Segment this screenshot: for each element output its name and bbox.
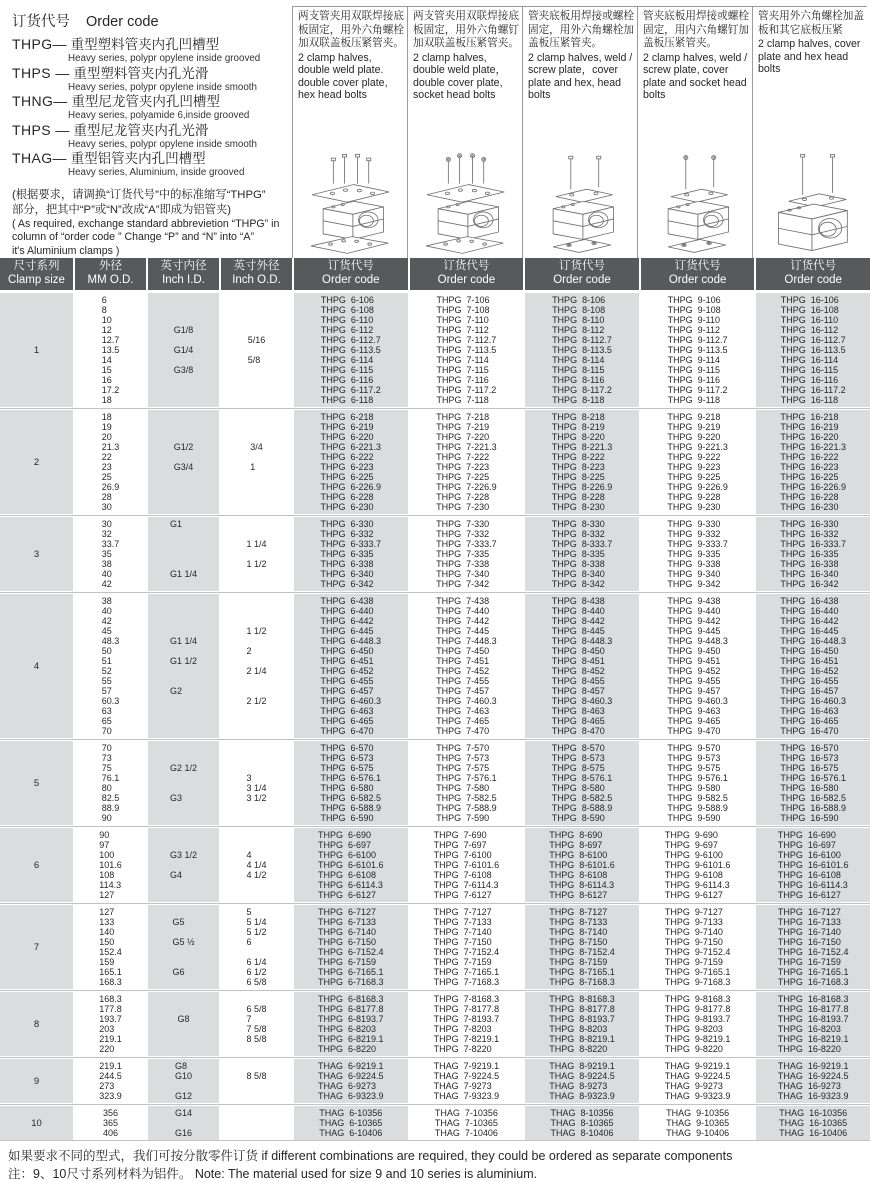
clamp-size-value: 7 (33, 941, 40, 953)
mm-od-cell (75, 594, 146, 738)
order-codes: THAG 8-9219.1 THAG 8-9224.5 THAG 8-9273 THAG 8-9323.9 (549, 1061, 615, 1101)
mm-od-values: 127 133 140 150 152.4 159 165.1 168.3 (99, 907, 122, 987)
legend-item-code: THPS — (12, 64, 70, 81)
order-code-cell-7 (410, 992, 524, 1056)
order-codes: THAG 16-9219.1 THAG 16-9224.5 THAG 16-9273 THAG 16-9323.9 (777, 1061, 849, 1101)
col-header-zh: 订货代号 (327, 260, 374, 272)
col-header-en: Order code (668, 273, 727, 286)
legend-item-code: THPG— (12, 36, 67, 52)
legend-item-en: Heavy series, polyamide 6,inside grooved (68, 110, 250, 121)
clamp-size-cell (0, 741, 73, 825)
legend-note-zh-line: 部分，把其中“P”或“N”改成“A”即成为铝管夹) (12, 203, 232, 216)
col-header-9 (756, 258, 870, 290)
col-header-en: Inch I.D. (162, 273, 205, 286)
order-code-cell-7 (410, 1059, 524, 1103)
order-code-cell-6 (294, 1059, 408, 1103)
legend-item-en: Heavy series, polypr opylene inside smooth (68, 138, 257, 150)
order-codes: THAG 6-10356 THAG 6-10365 THAG 6-10406 (319, 1108, 383, 1138)
mm-od-values: 168.3 177.8 193.7 203 219.1 220 (99, 994, 122, 1054)
clamp-exploded-drawing (643, 152, 750, 258)
order-code-cell-16 (756, 992, 870, 1056)
order-code-cell-9 (641, 828, 755, 902)
order-codes: THPG 7-7127 THPG 7-7133 THPG 7-7140 THPG 7-7150 THPG 7-7152.4 THPG 7-7159 THPG 7-7165.1 THPG 7-7168.3 (433, 907, 500, 987)
order-codes: THAG 8-10356 THAG 8-10365 THAG 8-10406 (550, 1108, 614, 1138)
order-code-cell-9 (641, 594, 755, 738)
col-header-en: Order code (437, 273, 496, 286)
order-code-cell-16 (756, 410, 870, 514)
order-codes: THPG 8-690 THPG 8-697 THPG 8-6100 THPG 8-6101.6 THPG 8-6108 THPG 8-6114.3 THPG 8-6127 (549, 830, 615, 900)
size-group-3 (0, 517, 870, 591)
order-code-cell-8 (525, 410, 639, 514)
order-code-cell-6 (294, 594, 408, 738)
inch-id-values: G1/8 G1/4 G3/8 (173, 325, 194, 375)
inch-od-values: 8 5/8 (246, 1071, 267, 1081)
top-section (0, 0, 870, 258)
col-header-en: Order code (784, 273, 842, 286)
inch-id-values: G3 1/2 G4 (169, 850, 198, 880)
clamp-size-cell (0, 517, 73, 591)
order-code-cell-8 (525, 828, 639, 902)
order-codes: THPG 9-330 THPG 9-332 THPG 9-333.7 THPG 9-335 THPG 9-338 THPG 9-340 THPG 9-342 (667, 519, 728, 589)
order-code-cell-9 (641, 410, 755, 514)
order-codes: THPG 6-218 THPG 6-219 THPG 6-220 THPG 6-221.3 THPG 6-222 THPG 6-223 THPG 6-225 THPG 6-226.9 THPG 6-228 THPG 6-230 (320, 412, 382, 512)
inch-od-values: 3/4 1 (250, 442, 263, 472)
footer-line-material-note: 注：9、10尺寸系列材料为铝件。 Note: The material used for size 9 and 10 series is aluminium. (8, 1166, 538, 1181)
variant-desc-zh: 管夹用外六角螺栓加盖板和其它底板压紧 (758, 10, 864, 36)
order-codes: THPG 16-438 THPG 16-440 THPG 16-442 THPG 16-445 THPG 16-448.3 THPG 16-450 THPG 16-451 THPG 16-452 THPG 16-455 THPG 16-457 THPG 16-460.3 THPG 16-463 THPG 16-465 THPG 16-470 (780, 596, 846, 736)
order-codes: THAG 7-9219.1 THAG 7-9224.5 THAG 7-9273 THAG 7-9323.9 (433, 1061, 500, 1101)
mm-od-cell (75, 1106, 146, 1140)
order-code-cell-6 (294, 905, 408, 989)
order-code-cell-9 (641, 992, 755, 1056)
order-codes: THPG 8-570 THPG 8-573 THPG 8-575 THPG 8-576.1 THPG 8-580 THPG 8-582.5 THPG 8-588.9 THPG 8-590 (551, 743, 613, 823)
inch-id-cell (148, 594, 219, 738)
clamp-size-cell (0, 410, 73, 514)
order-codes: THPG 8-330 THPG 8-332 THPG 8-333.7 THPG 8-335 THPG 8-338 THPG 8-340 THPG 8-342 (551, 519, 613, 589)
clamp-exploded-drawing (528, 152, 635, 258)
clamp-size-cell (0, 905, 73, 989)
size-group-8 (0, 992, 870, 1056)
order-code-cell-16 (756, 594, 870, 738)
col-header-3 (148, 258, 219, 290)
order-code-cell-6 (294, 293, 408, 407)
size-group-7 (0, 905, 870, 989)
order-code-cell-9 (641, 517, 755, 591)
order-code-cell-7 (410, 741, 524, 825)
mm-od-values: 18 19 20 21.3 22 23 25 26.9 28 30 (101, 412, 120, 512)
order-codes: THPG 7-570 THPG 7-573 THPG 7-575 THPG 7-576.1 THPG 7-580 THPG 7-582.5 THPG 7-588.9 THPG 7-590 (436, 743, 497, 823)
clamp-size-value: 4 (33, 660, 40, 672)
group-separator (0, 826, 870, 827)
size-group-10 (0, 1106, 870, 1140)
mm-od-cell (75, 741, 146, 825)
col-header-en: Clamp size (8, 273, 65, 286)
order-codes: THPG 7-8168.3 THPG 7-8177.8 THPG 7-8193.7 THPG 7-8203 THPG 7-8219.1 THPG 7-8220 (433, 994, 500, 1054)
order-code-cell-7 (410, 905, 524, 989)
mm-od-values: 6 8 10 12 12.7 13.5 14 15 16 17.2 18 (101, 295, 120, 405)
order-code-cell-8 (525, 1106, 639, 1140)
order-code-cell-9 (641, 1059, 755, 1103)
size-group-6 (0, 828, 870, 902)
order-code-cell-6 (294, 517, 408, 591)
clamp-variant-3 (522, 7, 637, 258)
order-code-cell-16 (756, 517, 870, 591)
inch-id-cell (148, 410, 219, 514)
order-codes: THPG 7-330 THPG 7-332 THPG 7-333.7 THPG 7-335 THPG 7-338 THPG 7-340 THPG 7-342 (436, 519, 497, 589)
clamp-size-value: 2 (33, 456, 40, 468)
size-group-2 (0, 410, 870, 514)
inch-id-values: G1 G1 1/4 (169, 519, 198, 579)
inch-od-cell (221, 741, 292, 825)
inch-id-values: G8 G10 G12 (174, 1061, 192, 1101)
clamp-size-value: 5 (33, 777, 40, 789)
clamp-size-cell (0, 1106, 73, 1140)
inch-id-values: G8 (177, 1014, 190, 1024)
clamp-variant-2 (407, 7, 522, 258)
inch-id-cell (148, 992, 219, 1056)
legend-item-en: Heavy series, polypr opylene inside grooved (68, 53, 261, 64)
order-code-cell-6 (294, 992, 408, 1056)
mm-od-cell (75, 517, 146, 591)
clamp-size-cell (0, 293, 73, 407)
order-code-cell-9 (641, 1106, 755, 1140)
inch-od-cell (221, 1106, 292, 1140)
table-header-row (0, 258, 870, 290)
order-code-cell-7 (410, 594, 524, 738)
order-code-cell-16 (756, 741, 870, 825)
legend-item (12, 36, 286, 53)
clamp-variant-1 (292, 7, 407, 258)
legend-note-en-line: it's Aluminium clamps ) (12, 244, 120, 257)
clamp-variants (292, 6, 867, 258)
mm-od-values: 38 40 42 45 48.3 50 51 52 55 57 60.3 63 65 70 (101, 596, 120, 736)
inch-od-cell (221, 992, 292, 1056)
order-code-cell-6 (294, 741, 408, 825)
inch-od-cell (221, 1059, 292, 1103)
legend-note-en-line: column of “order code ” Change “P” and “N” into “A” (12, 231, 254, 243)
inch-od-values: 3 3 1/4 3 1/2 (246, 773, 267, 803)
order-codes: THPG 6-7127 THPG 6-7133 THPG 6-7140 THPG 6-7150 THPG 6-7152.4 THPG 6-7159 THPG 6-7165.1 THPG 6-7168.3 (318, 907, 384, 987)
order-codes: THPG 9-218 THPG 9-219 THPG 9-220 THPG 9-221.3 THPG 9-222 THPG 9-223 THPG 9-225 THPG 9-226.9 THPG 9-228 THPG 9-230 (667, 412, 728, 512)
variant-desc-en: 2 clamp halves, cover plate and hex head bolts (758, 38, 861, 75)
table-body (0, 293, 870, 1141)
order-codes: THPG 16-330 THPG 16-332 THPG 16-333.7 THPG 16-335 THPG 16-338 THPG 16-340 THPG 16-342 (780, 519, 846, 589)
group-separator (0, 592, 870, 593)
size-group-4 (0, 594, 870, 738)
order-codes: THPG 9-8168.3 THPG 9-8177.8 THPG 9-8193.7 THPG 9-8203 THPG 9-8219.1 THPG 9-8220 (664, 994, 731, 1054)
legend-item-zh: 重型铝管夹内孔凹槽型 (70, 151, 206, 166)
clamp-size-value: 6 (33, 859, 40, 871)
clamp-exploded-drawing (298, 152, 405, 258)
inch-id-values: G1 1/4 G1 1/2 G2 (169, 636, 198, 696)
mm-od-cell (75, 905, 146, 989)
variant-desc-en: 2 clamp halves, double weld plate， double cover plate, socket head bolts (413, 51, 507, 101)
clamp-exploded-drawing (413, 152, 520, 258)
legend-title-zh: 订货代号 (12, 14, 70, 30)
col-header-en: Inch O.D. (232, 273, 281, 286)
order-code-cell-16 (756, 905, 870, 989)
order-code-cell-8 (525, 517, 639, 591)
legend-note (12, 188, 286, 259)
col-header-6 (410, 258, 524, 290)
order-code-cell-9 (641, 905, 755, 989)
inch-od-cell (221, 594, 292, 738)
order-code-cell-6 (294, 1106, 408, 1140)
group-separator (0, 408, 870, 409)
inch-od-values: 6 5/8 7 7 5/8 8 5/8 (246, 1004, 267, 1044)
group-separator (0, 739, 870, 740)
inch-id-cell (148, 517, 219, 591)
order-code-cell-8 (525, 594, 639, 738)
col-header-en: Order code (553, 273, 611, 286)
order-codes: THPG 9-570 THPG 9-573 THPG 9-575 THPG 9-576.1 THPG 9-580 THPG 9-582.5 THPG 9-588.9 THPG 9-590 (667, 743, 728, 823)
order-code-cell-7 (410, 410, 524, 514)
inch-od-cell (221, 517, 292, 591)
order-code-cell-7 (410, 293, 524, 407)
inch-id-cell (148, 741, 219, 825)
order-code-cell-7 (410, 1106, 524, 1140)
mm-od-cell (75, 828, 146, 902)
col-header-zh: 订货代号 (674, 260, 721, 272)
clamp-size-cell (0, 594, 73, 738)
order-codes: THPG 9-438 THPG 9-440 THPG 9-442 THPG 9-445 THPG 9-448.3 THPG 9-450 THPG 9-451 THPG 9-452 THPG 9-455 THPG 9-457 THPG 9-460.3 THPG 9-463 THPG 9-465 THPG 9-470 (667, 596, 728, 736)
footer-line-combinations: 如果要求不同的型式，我们可按分散零件订货 if different combinations are required, they could be ordered as separate components (8, 1149, 733, 1163)
inch-od-values (255, 1108, 258, 1138)
inch-od-cell (221, 410, 292, 514)
order-code-cell-16 (756, 1106, 870, 1140)
mm-od-cell (75, 992, 146, 1056)
variant-desc-zh: 管夹底板用焊接或螺栓固定，用外六角螺栓加盖板压紧管夹。 (528, 10, 634, 49)
variant-desc-en: 2 clamp halves, double weld plate. double cover plate, hex head bolts (298, 51, 388, 101)
order-codes: THPG 9-106 THPG 9-108 THPG 9-110 THPG 9-112 THPG 9-112.7 THPG 9-113.5 THPG 9-114 THPG 9-115 THPG 9-116 THPG 9-117.2 THPG 9-118 (667, 295, 728, 405)
order-code-cell-16 (756, 1059, 870, 1103)
clamp-variant-5 (752, 7, 867, 258)
order-codes: THAG 9-9219.1 THAG 9-9224.5 THAG 9-9273 THAG 9-9323.9 (664, 1061, 731, 1101)
order-codes: THPG 7-690 THPG 7-697 THPG 7-6100 THPG 7-6101.6 THPG 7-6108 THPG 7-6114.3 THPG 7-6127 (433, 830, 500, 900)
inch-id-values: G1/2 G3/4 (173, 442, 194, 472)
inch-id-cell (148, 293, 219, 407)
inch-id-values: G14 G16 (174, 1108, 192, 1138)
mm-od-cell (75, 1059, 146, 1103)
inch-id-values: G5 G5 ½ G6 (172, 917, 195, 977)
inch-od-values: 1 1/2 2 2 1/4 2 1/2 (246, 626, 267, 706)
legend-item-code: THAG— (12, 150, 67, 166)
order-codes: THPG 16-106 THPG 16-108 THPG 16-110 THPG 16-112 THPG 16-112.7 THPG 16-113.5 THPG 16-114 THPG 16-115 THPG 16-116 THPG 16-117.2 THPG 16-118 (780, 295, 846, 405)
clamp-size-cell (0, 1059, 73, 1103)
inch-od-values: 4 4 1/4 4 1/2 (246, 850, 267, 880)
clamp-size-value: 10 (31, 1117, 42, 1129)
inch-od-cell (221, 293, 292, 407)
col-header-5 (294, 258, 408, 290)
order-codes: THPG 16-218 THPG 16-219 THPG 16-220 THPG 16-221.3 THPG 16-222 THPG 16-223 THPG 16-225 THPG 16-226.9 THPG 16-228 THPG 16-230 (780, 412, 846, 512)
size-group-1 (0, 293, 870, 407)
order-code-cell-7 (410, 517, 524, 591)
variant-desc-zh: 两支管夹用双联焊接底板固定，用外六角螺栓加双联盖板压紧管夹。 (298, 10, 404, 49)
order-codes: THAG 16-10356 THAG 16-10365 THAG 16-10406 (779, 1108, 848, 1138)
col-header-zh: 英寸外径 (233, 260, 280, 272)
order-code-cell-9 (641, 741, 755, 825)
mm-od-values: 219.1 244.5 273 323.9 (99, 1061, 122, 1101)
inch-id-cell (148, 828, 219, 902)
inch-id-cell (148, 905, 219, 989)
legend-items (12, 36, 286, 179)
group-separator (0, 1104, 870, 1105)
col-header-4 (221, 258, 292, 290)
legend-item-zh: 重型尼龙管夹内孔凹槽型 (71, 94, 220, 109)
order-codes: THPG 8-8168.3 THPG 8-8177.8 THPG 8-8193.7 THPG 8-8203 THPG 8-8219.1 THPG 8-8220 (549, 994, 615, 1054)
group-separator (0, 1057, 870, 1058)
legend-item-code: THPS — (12, 121, 70, 138)
order-code-cell-16 (756, 828, 870, 902)
order-codes: THPG 7-438 THPG 7-440 THPG 7-442 THPG 7-445 THPG 7-448.3 THPG 7-450 THPG 7-451 THPG 7-452 THPG 7-455 THPG 7-457 THPG 7-460.3 THPG 7-463 THPG 7-465 THPG 7-470 (436, 596, 497, 736)
legend-item-zh: 重型尼龙管夹内孔光滑 (73, 122, 209, 138)
legend-item-zh: 重型塑料管夹内孔凹槽型 (70, 37, 220, 52)
order-code-cell-8 (525, 741, 639, 825)
clamp-size-value: 3 (33, 548, 40, 560)
order-code-cell-6 (294, 828, 408, 902)
inch-id-cell (148, 1059, 219, 1103)
inch-id-cell (148, 1106, 219, 1140)
size-group-9 (0, 1059, 870, 1103)
col-header-7 (525, 258, 639, 290)
inch-id-values: G2 1/2 G3 (169, 763, 198, 803)
order-codes: THPG 6-106 THPG 6-108 THPG 6-110 THPG 6-112 THPG 6-112.7 THPG 6-113.5 THPG 6-114 THPG 6-115 THPG 6-116 THPG 6-117.2 THPG 6-118 (320, 295, 381, 405)
variant-desc-en: 2 clamp halves, weld / screw plate, cover plate and socket head bolts (643, 51, 748, 101)
clamp-variant-4 (637, 7, 752, 258)
col-header-zh: 订货代号 (443, 260, 490, 272)
group-separator (0, 903, 870, 904)
order-codes: THPG 6-570 THPG 6-573 THPG 6-575 THPG 6-576.1 THPG 6-580 THPG 6-582.5 THPG 6-588.9 THPG 6-590 (320, 743, 382, 823)
mm-od-values: 356 365 406 (102, 1108, 119, 1138)
clamp-size-value: 8 (33, 1018, 40, 1030)
order-codes: THAG 6-9219.1 THAG 6-9224.5 THAG 6-9273 THAG 6-9323.9 (318, 1061, 384, 1101)
order-codes: THAG 7-10356 THAG 7-10365 THAG 7-10406 (434, 1108, 498, 1138)
order-codes: THPG 8-7127 THPG 8-7133 THPG 8-7140 THPG 8-7150 THPG 8-7152.4 THPG 8-7159 THPG 8-7165.1 THPG 8-7168.3 (549, 907, 615, 987)
order-codes: THPG 8-106 THPG 8-108 THPG 8-110 THPG 8-112 THPG 8-112.7 THPG 8-113.5 THPG 8-114 THPG 8-115 THPG 8-116 THPG 8-117.2 THPG 8-118 (552, 295, 612, 405)
legend-note-zh-line: (根据要求，请调换“订货代号”中的标准缩写“THPG” (12, 188, 266, 201)
order-codes: THPG 16-7127 THPG 16-7133 THPG 16-7140 THPG 16-7150 THPG 16-7152.4 THPG 16-7159 THPG 16-7165.1 THPG 16-7168.3 (777, 907, 849, 987)
order-code-cell-8 (525, 905, 639, 989)
legend-item (12, 65, 286, 82)
legend-title-en: Order code (86, 14, 159, 30)
order-codes: THPG 7-218 THPG 7-219 THPG 7-220 THPG 7-221.3 THPG 7-222 THPG 7-223 THPG 7-225 THPG 7-226.9 THPG 7-228 THPG 7-230 (436, 412, 497, 512)
group-separator (0, 515, 870, 516)
col-header-2 (75, 258, 146, 290)
variant-desc-zh: 两支管夹用双联焊接底板固定，用外六角螺钉加双联盖板压紧管夹。 (413, 10, 519, 49)
legend-item-en: Heavy series, polypr opylene inside smooth (68, 81, 257, 93)
order-codes: THPG 16-8168.3 THPG 16-8177.8 THPG 16-8193.7 THPG 16-8203 THPG 16-8219.1 THPG 16-8220 (777, 994, 849, 1054)
col-header-8 (641, 258, 755, 290)
legend-item-en: Heavy series, Aluminium, inside grooved (68, 167, 245, 178)
legend-title (12, 10, 286, 31)
legend-item (12, 122, 286, 139)
inch-od-cell (221, 905, 292, 989)
col-header-zh: 英寸内径 (160, 260, 207, 272)
inch-od-values: 1 1/4 1 1/2 (246, 539, 267, 569)
col-header-en: MM O.D. (87, 273, 134, 286)
mm-od-values: 70 73 75 76.1 80 82.5 88.9 90 (101, 743, 120, 823)
mm-od-cell (75, 293, 146, 407)
clamp-size-value: 9 (33, 1075, 40, 1087)
order-codes: THPG 9-690 THPG 9-697 THPG 9-6100 THPG 9-6101.6 THPG 9-6108 THPG 9-6114.3 THPG 9-6127 (664, 830, 731, 900)
order-codes: THPG 6-690 THPG 6-697 THPG 6-6100 THPG 6-6101.6 THPG 6-6108 THPG 6-6114.3 THPG 6-6127 (318, 830, 384, 900)
legend-item (12, 93, 286, 110)
legend-item-code: THNG— (12, 93, 68, 109)
clamp-size-value: 1 (33, 344, 40, 356)
order-codes: THPG 16-690 THPG 16-697 THPG 16-6100 THPG 16-6101.6 THPG 16-6108 THPG 16-6114.3 THPG 16-6127 (777, 830, 849, 900)
col-header-zh: 订货代号 (790, 260, 837, 272)
group-separator (0, 990, 870, 991)
order-codes: THPG 16-570 THPG 16-573 THPG 16-575 THPG 16-576.1 THPG 16-580 THPG 16-582.5 THPG 16-588.9 THPG 16-590 (780, 743, 846, 823)
footer-notes (0, 1141, 870, 1181)
clamp-exploded-drawing (758, 152, 865, 258)
col-header-zh: 尺寸系列 (13, 260, 60, 272)
variant-desc-zh: 管夹底板用焊接或螺栓固定，用内六角螺钉加盖板压紧管夹。 (643, 10, 749, 49)
order-codes: THPG 8-218 THPG 8-219 THPG 8-220 THPG 8-221.3 THPG 8-222 THPG 8-223 THPG 8-225 THPG 8-226.9 THPG 8-228 THPG 8-230 (551, 412, 613, 512)
clamp-size-cell (0, 992, 73, 1056)
inch-od-values: 5 5 1/4 5 1/2 6 6 1/4 6 1/2 6 5/8 (246, 907, 267, 987)
order-code-cell-8 (525, 1059, 639, 1103)
order-codes: THPG 6-438 THPG 6-440 THPG 6-442 THPG 6-445 THPG 6-448.3 THPG 6-450 THPG 6-451 THPG 6-452 THPG 6-455 THPG 6-457 THPG 6-460.3 THPG 6-463 THPG 6-465 THPG 6-470 (320, 596, 382, 736)
order-code-cell-7 (410, 828, 524, 902)
order-code-cell-8 (525, 293, 639, 407)
inch-od-cell (221, 828, 292, 902)
col-header-en: Order code (322, 273, 380, 286)
size-group-5 (0, 741, 870, 825)
legend-item (12, 150, 286, 167)
order-code-legend (0, 6, 292, 258)
order-codes: THPG 9-7127 THPG 9-7133 THPG 9-7140 THPG 9-7150 THPG 9-7152.4 THPG 9-7159 THPG 9-7165.1 THPG 9-7168.3 (664, 907, 731, 987)
mm-od-values: 30 32 33.7 35 38 40 42 (101, 519, 120, 589)
order-code-cell-16 (756, 293, 870, 407)
col-header-zh: 订货代号 (558, 260, 605, 272)
order-code-cell-8 (525, 992, 639, 1056)
order-codes: THPG 6-8168.3 THPG 6-8177.8 THPG 6-8193.7 THPG 6-8203 THPG 6-8219.1 THPG 6-8220 (318, 994, 384, 1054)
order-code-cell-6 (294, 410, 408, 514)
order-code-cell-9 (641, 293, 755, 407)
order-codes: THPG 7-106 THPG 7-108 THPG 7-110 THPG 7-112 THPG 7-112.7 THPG 7-113.5 THPG 7-114 THPG 7-115 THPG 7-116 THPG 7-117.2 THPG 7-118 (436, 295, 497, 405)
order-codes: THAG 9-10356 THAG 9-10365 THAG 9-10406 (666, 1108, 730, 1138)
order-codes: THPG 8-438 THPG 8-440 THPG 8-442 THPG 8-445 THPG 8-448.3 THPG 8-450 THPG 8-451 THPG 8-452 THPG 8-455 THPG 8-457 THPG 8-460.3 THPG 8-463 THPG 8-465 THPG 8-470 (551, 596, 613, 736)
col-header-zh: 外径 (99, 260, 122, 272)
col-header-1 (0, 258, 73, 290)
mm-od-values: 90 97 100 101.6 108 114.3 127 (99, 830, 122, 900)
legend-item-zh: 重型塑料管夹内孔光滑 (73, 65, 209, 81)
inch-od-values: 5/16 5/8 (247, 335, 266, 365)
legend-note-en-line: ( As required, exchange standard abbrevietion “THPG” in (12, 217, 280, 230)
mm-od-cell (75, 410, 146, 514)
variant-desc-en: 2 clamp halves, weld / screw plate，cover plate and hex, head bolts (528, 51, 633, 101)
order-codes: THPG 6-330 THPG 6-332 THPG 6-333.7 THPG 6-335 THPG 6-338 THPG 6-340 THPG 6-342 (320, 519, 382, 589)
clamp-size-cell (0, 828, 73, 902)
